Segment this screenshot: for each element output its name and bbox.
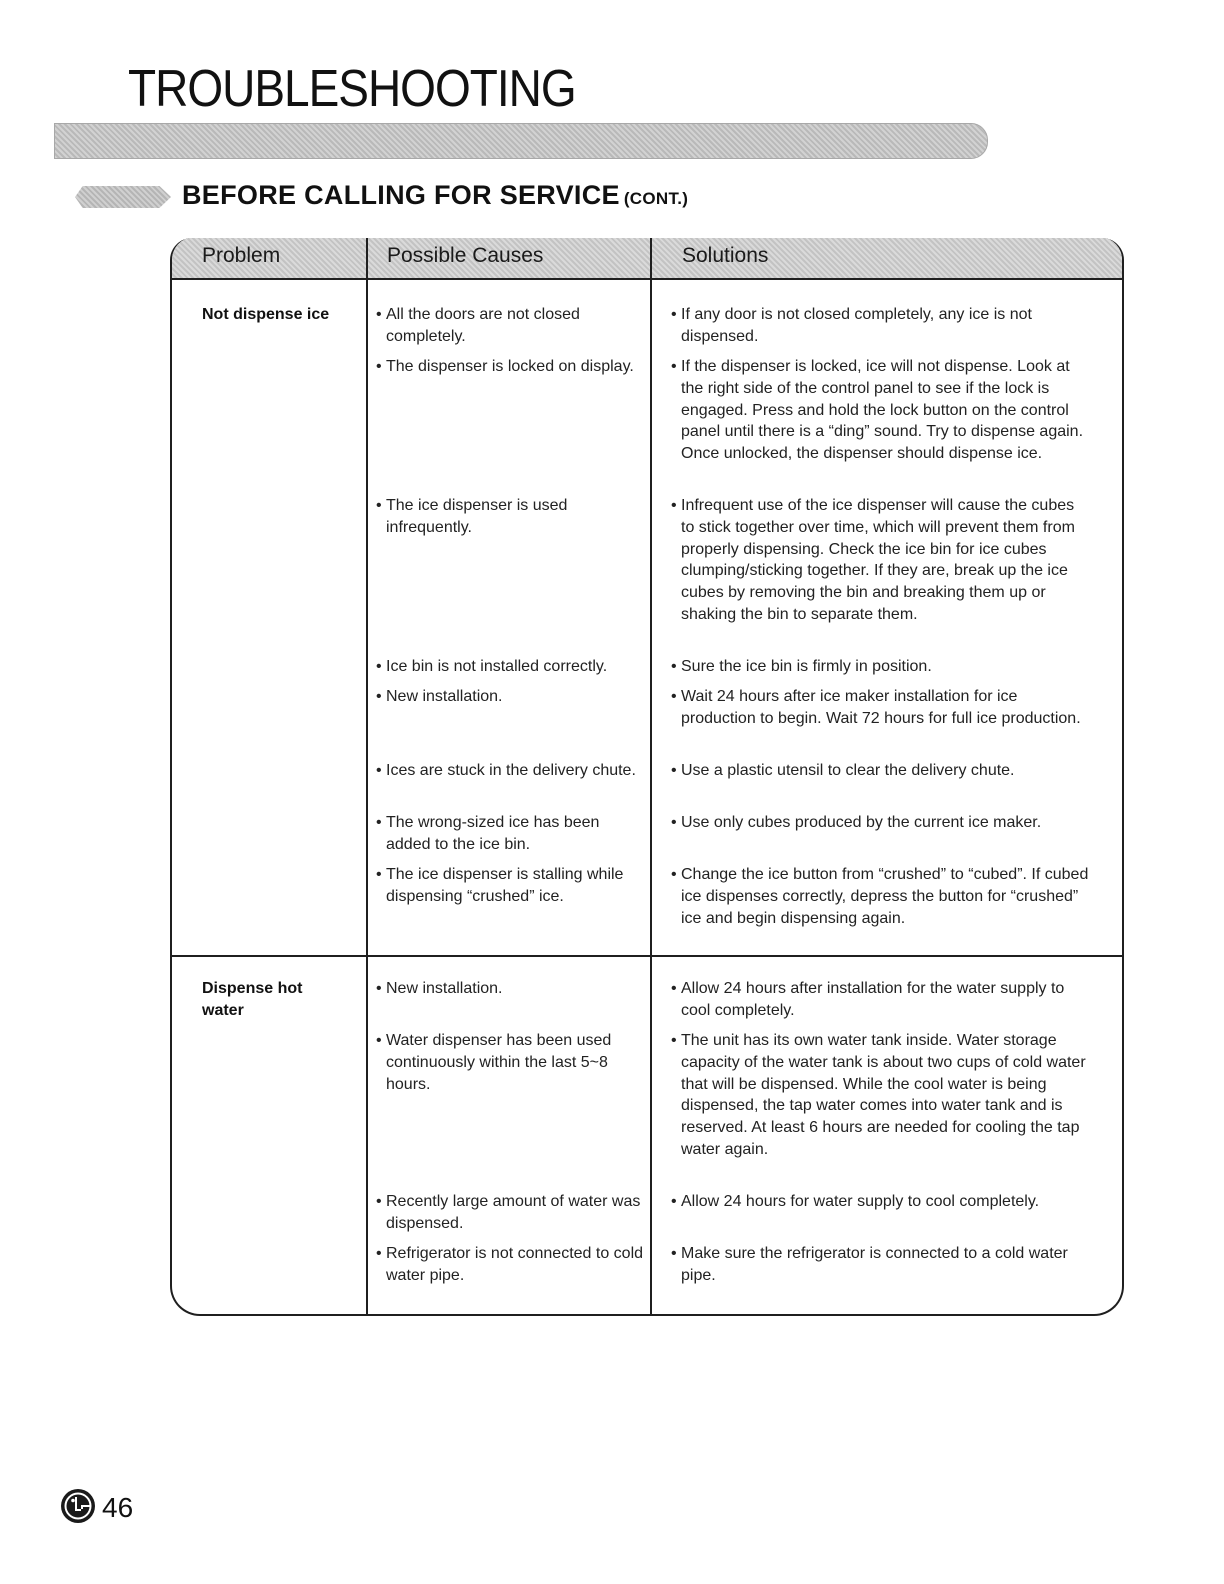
page-number: 46 [102, 1492, 134, 1523]
title-underline-bar [54, 123, 988, 159]
section-heading [182, 180, 688, 211]
table-header-row [172, 238, 1122, 280]
section-heading-text: BEFORE CALLING FOR SERVICE [182, 180, 620, 210]
cause-item: • New installation. [376, 980, 503, 997]
solution-item: • Allow 24 hours for water supply to cool completely. [671, 1193, 1040, 1210]
solution-item: • Use a plastic utensil to clear the delivery chute. [671, 762, 1015, 779]
cause-item: • The dispenser is locked on display. [376, 358, 634, 375]
column-divider [366, 238, 368, 1314]
cause-item: • Ice bin is not installed correctly. [376, 658, 608, 675]
cause-item: • Recently large amount of water was dispensed. [376, 1193, 641, 1232]
cause-item: • The ice dispenser is used infrequently. [376, 497, 568, 536]
cause-item: • New installation. [376, 688, 503, 705]
troubleshooting-table [170, 238, 1124, 1316]
problem-label: Not dispense ice [202, 306, 330, 323]
column-divider [650, 238, 652, 1314]
section-heading-suffix: (CONT.) [623, 189, 689, 208]
header-solutions: Solutions [682, 244, 769, 267]
cause-item: • The ice dispenser is stalling while dispensing “crushed” ice. [376, 866, 624, 905]
cause-item: • The wrong-sized ice has been added to the ice bin. [376, 814, 600, 853]
solution-item: • The unit has its own water tank inside. Water storage capacity of the water tank is about two cups of cold water that will be dispensed. While the cool water is being dispensed, the tap water comes into water tank and is reserved. At least 6 hours are needed for cooling the tap water again. [671, 1032, 1086, 1158]
cause-item: • Water dispenser has been used continuously within the last 5~8 hours. [376, 1032, 612, 1093]
solution-item: • If the dispenser is locked, ice will not dispense. Look at the right side of the control panel to see if the lock is engaged. Press and hold the lock button on the control panel until there is a “ding” sound. Try to dispense again. Once unlocked, the dispenser should dispense ice. [671, 358, 1084, 463]
solution-item: • If any door is not closed completely, any ice is not dispensed. [671, 306, 1032, 345]
cause-item: • All the doors are not closed completely. [376, 306, 580, 345]
cause-item: • Refrigerator is not connected to cold water pipe. [376, 1245, 644, 1284]
solution-item: • Make sure the refrigerator is connected to a cold water pipe. [671, 1245, 1068, 1284]
header-problem: Problem [202, 244, 281, 267]
solution-item: • Allow 24 hours after installation for the water supply to cool completely. [671, 980, 1065, 1019]
cause-item: • Ices are stuck in the delivery chute. [376, 762, 636, 779]
problem-label: Dispense hot water [202, 980, 303, 1019]
solution-item: • Infrequent use of the ice dispenser will cause the cubes to stick together over time, which will prevent them from properly dispensing. Check the ice bin for ice cubes clumping/sticking together. If they are, break up the ice cubes by removing the bin and breaking them up or shaking the bin to separate them. [671, 497, 1075, 623]
solution-item: • Use only cubes produced by the current ice maker. [671, 814, 1042, 831]
section-marker-icon [75, 186, 171, 208]
solution-item: • Sure the ice bin is firmly in position. [671, 658, 932, 675]
solution-item: • Change the ice button from “crushed” to “cubed”. If cubed ice dispenses correctly, depress the button for “crushed” ice and begin dispensing again. [671, 866, 1089, 927]
header-possible-causes: Possible Causes [387, 244, 544, 267]
solution-item: • Wait 24 hours after ice maker installation for ice production to begin. Wait 72 hours for full ice production. [671, 688, 1081, 727]
page-title: TROUBLESHOOTING [128, 59, 576, 118]
row-divider [172, 955, 1122, 957]
lg-logo-icon [60, 1488, 96, 1524]
